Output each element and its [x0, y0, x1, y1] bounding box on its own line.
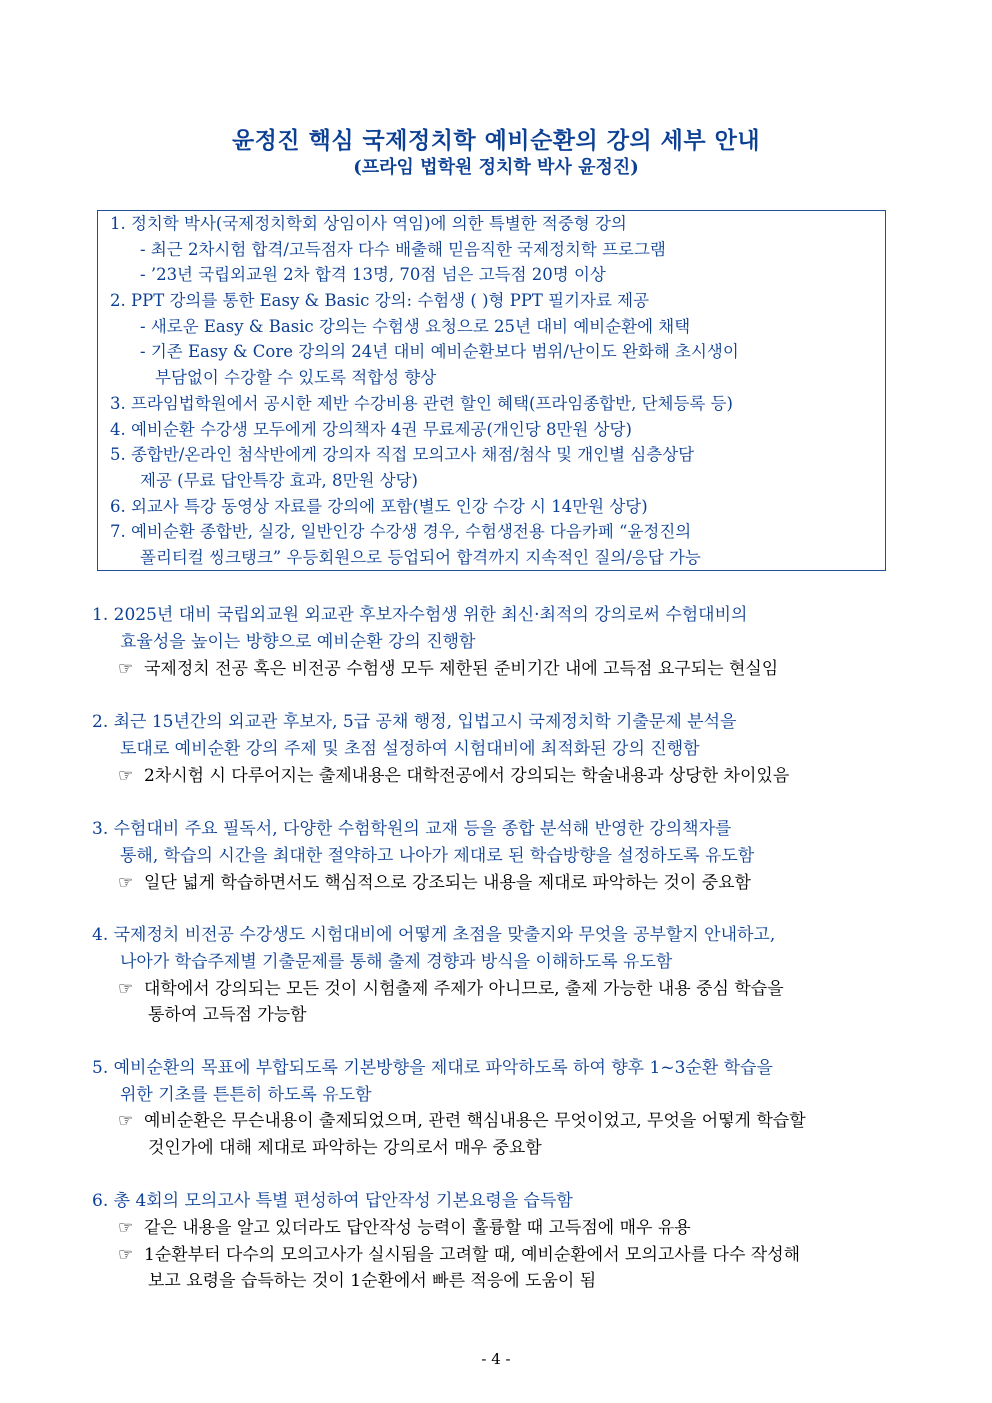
- section-heading: 1. 2025년 대비 국립외교원 외교관 후보자수험생 위한 최신·최적의 강의로써 수험대비의: [92, 605, 748, 625]
- section-note: ☞ 국제정치 전공 혹은 비전공 수험생 모두 제한된 준비기간 내에 고득점 요구되는 현실임: [118, 659, 779, 679]
- page-subtitle: (프라임 법학원 정치학 박사 윤정진): [353, 157, 639, 178]
- box-line: 폴리티컬 씽크탱크” 우등회원으로 등업되어 합격까지 지속적인 질의/응답 가능: [140, 548, 701, 567]
- section-heading: 4. 국제정치 비전공 수강생도 시험대비에 어떻게 초점을 맞출지와 무엇을 공부할지 안내하고,: [92, 925, 776, 945]
- pointing-hand-icon: ☞: [118, 1111, 134, 1131]
- box-line: - 최근 2차시험 합격/고득점자 다수 배출해 믿음직한 국제정치학 프로그램: [140, 240, 666, 259]
- section-heading: 효율성을 높이는 방향으로 예비순환 강의 진행함: [120, 632, 476, 652]
- box-line: - 새로운 Easy & Basic 강의는 수험생 요청으로 25년 대비 예비순환에 채택: [140, 317, 691, 336]
- section-note-continued: 보고 요령을 습득하는 것이 1순환에서 빠른 적응에 도움이 됨: [148, 1271, 597, 1291]
- box-line: 4. 예비순환 수강생 모두에게 강의책자 4권 무료제공(개인당 8만원 상당): [110, 420, 632, 439]
- box-line: 5. 종합반/온라인 첨삭반에게 강의자 직접 모의고사 채점/첨삭 및 개인별 심층상담: [110, 445, 695, 464]
- section-heading: 통해, 학습의 시간을 최대한 절약하고 나아가 제대로 된 학습방향을 설정하도록 유도함: [120, 846, 755, 866]
- section-heading: 2. 최근 15년간의 외교관 후보자, 5급 공채 행정, 입법고시 국제정치학 기출문제 분석을: [92, 712, 737, 732]
- section-note: ☞ 1순환부터 다수의 모의고사가 실시됨을 고려할 때, 예비순환에서 모의고사를 다수 작성해: [118, 1245, 801, 1265]
- section-heading: 5. 예비순환의 목표에 부합되도록 기본방향을 제대로 파악하도록 하여 향후 1~3순환 학습을: [92, 1058, 773, 1078]
- pointing-hand-icon: ☞: [118, 766, 134, 786]
- box-line: - 기존 Easy & Core 강의의 24년 대비 예비순환보다 범위/난이도 완화해 초시생이: [140, 342, 739, 361]
- pointing-hand-icon: ☞: [118, 873, 134, 893]
- box-line: 3. 프라임법학원에서 공시한 제반 수강비용 관련 할인 혜택(프라임종합반, 단체등록 등): [110, 394, 733, 413]
- pointing-hand-icon: ☞: [118, 659, 134, 679]
- section-note: ☞ 일단 넓게 학습하면서도 핵심적으로 강조되는 내용을 제대로 파악하는 것이 중요함: [118, 873, 751, 893]
- box-line: - ’23년 국립외교원 2차 합격 13명, 70점 넘은 고득점 20명 이상: [140, 265, 606, 284]
- box-line: 2. PPT 강의를 통한 Easy & Basic 강의: 수험생 ( )형 PPT 필기자료 제공: [110, 291, 650, 310]
- pointing-hand-icon: ☞: [118, 1245, 134, 1265]
- section-heading: 토대로 예비순환 강의 주제 및 초점 설정하여 시험대비에 최적화된 강의 진행함: [120, 739, 700, 759]
- box-line: 부담없이 수강할 수 있도록 적합성 향상: [155, 368, 437, 387]
- section-note: ☞ 같은 내용을 알고 있더라도 답안작성 능력이 훌륭할 때 고득점에 매우 유용: [118, 1218, 691, 1238]
- section-heading: 나아가 학습주제별 기출문제를 통해 출제 경향과 방식을 이해하도록 유도함: [120, 952, 673, 972]
- section-heading: 6. 총 4회의 모의고사 특별 편성하여 답안작성 기본요령을 습득함: [92, 1191, 573, 1211]
- section-heading: 위한 기초를 튼튼히 하도록 유도함: [120, 1085, 372, 1105]
- section-heading: 3. 수험대비 주요 필독서, 다양한 수험학원의 교재 등을 종합 분석해 반영한 강의책자를: [92, 819, 732, 839]
- box-line: 6. 외교사 특강 동영상 자료를 강의에 포함(별도 인강 수강 시 14만원 상당): [110, 497, 648, 516]
- box-line: 1. 정치학 박사(국제정치학회 상임이사 역임)에 의한 특별한 적중형 강의: [110, 214, 627, 233]
- section-note-continued: 것인가에 대해 제대로 파악하는 강의로서 매우 중요함: [148, 1138, 542, 1158]
- section-note-continued: 통하여 고득점 가능함: [148, 1005, 307, 1025]
- box-line: 7. 예비순환 종합반, 실강, 일반인강 수강생 경우, 수험생전용 다음카페 “윤정진의: [110, 522, 692, 541]
- section-note: ☞ 대학에서 강의되는 모든 것이 시험출제 주제가 아니므로, 출제 가능한 내용 중심 학습을: [118, 979, 784, 999]
- section-note: ☞ 2차시험 시 다루어지는 출제내용은 대학전공에서 강의되는 학술내용과 상당한 차이있음: [118, 766, 790, 786]
- box-line: 제공 (무료 답안특강 효과, 8만원 상당): [140, 471, 418, 490]
- section-note: ☞ 예비순환은 무슨내용이 출제되었으며, 관련 핵심내용은 무엇이었고, 무엇을 어떻게 학습할: [118, 1111, 806, 1131]
- page-number: - 4 -: [481, 1350, 511, 1368]
- pointing-hand-icon: ☞: [118, 979, 134, 999]
- page-title: 윤정진 핵심 국제정치학 예비순환의 강의 세부 안내: [231, 127, 761, 154]
- pointing-hand-icon: ☞: [118, 1218, 134, 1238]
